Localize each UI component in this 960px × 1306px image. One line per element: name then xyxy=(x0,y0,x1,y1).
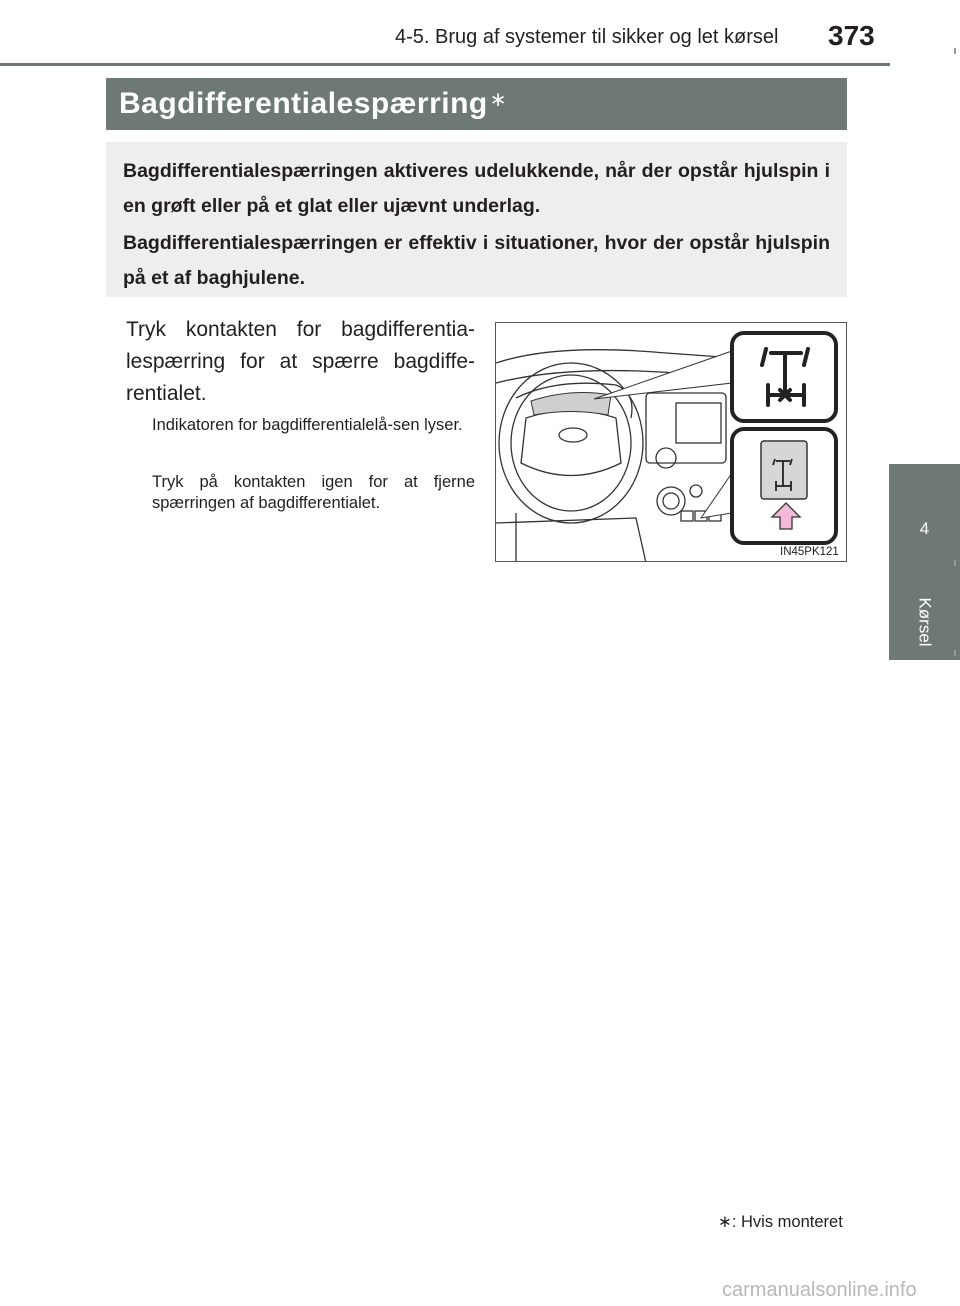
section-title-text: Bagdifferentialespærring xyxy=(119,87,488,120)
note-text: Indikatoren for bagdifferentialelå-sen lyser. xyxy=(152,416,463,434)
instruction-text: Tryk kontakten for bagdifferentia-lespærring for at spærre bagdiffe-rentialet. xyxy=(126,318,475,405)
header-section-title: 4-5. Brug af systemer til sikker og let kørsel xyxy=(395,26,779,48)
page-number: 373 xyxy=(828,20,875,51)
figure-code: IN45PK121 xyxy=(780,546,839,558)
note-text: Tryk på kontakten igen for at fjerne spærringen af bagdifferentialet. xyxy=(152,473,475,512)
section-title xyxy=(119,87,507,121)
chapter-label: Kørsel xyxy=(915,597,935,647)
dashboard-drawing xyxy=(496,323,847,562)
footnote: ∗: Hvis monteret xyxy=(718,1213,843,1231)
edge-mark xyxy=(954,650,956,656)
dashboard-illustration xyxy=(495,322,847,562)
chapter-number: 4 xyxy=(919,519,930,538)
chapter-tab xyxy=(889,464,960,660)
edge-mark xyxy=(954,560,956,566)
optional-marker: ∗ xyxy=(489,89,507,111)
section-title-bar xyxy=(106,78,847,130)
intro-paragraph: Bagdifferentialespærringen aktiveres udelukkende, når der opstår hjulspin i en grøft eller på et glat eller ujævnt underlag. xyxy=(123,160,830,217)
intro-paragraph: Bagdifferentialespærringen er effektiv i situationer, hvor der opstår hjulspin på et af baghjulene. xyxy=(123,232,830,289)
edge-mark xyxy=(954,48,956,54)
header-rule xyxy=(0,63,890,66)
watermark: carmanualsonline.info xyxy=(722,1279,917,1301)
intro-box xyxy=(106,142,847,297)
